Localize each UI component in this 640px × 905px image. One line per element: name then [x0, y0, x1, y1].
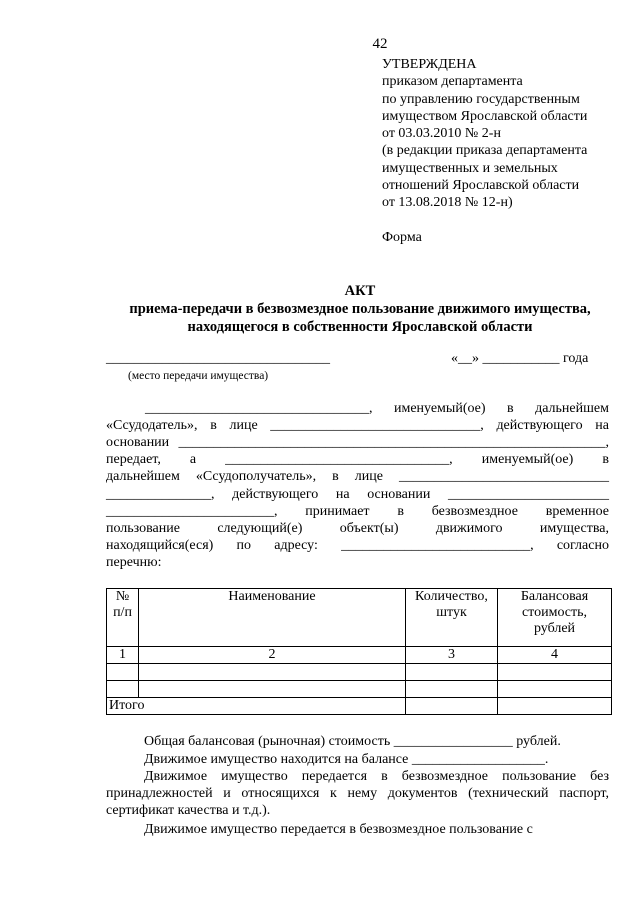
body-word: принимает — [305, 503, 370, 519]
approval-line: имущественных и земельных — [382, 160, 558, 176]
approval-block — [382, 56, 587, 212]
approval-line: УТВЕРЖДЕНА — [382, 57, 477, 72]
table-cell — [139, 664, 406, 681]
body-word: безвозмездное — [431, 503, 518, 519]
table-cell — [139, 681, 406, 698]
body-word: в — [332, 469, 339, 485]
body-word: временное — [545, 503, 609, 519]
header-cost: Балансовая стоимость, рублей — [498, 589, 612, 647]
body-line — [106, 468, 609, 485]
body-word: следующий(е) — [217, 520, 303, 536]
document-subtitle: приема-передачи в безвозмездное пользование движимого имущества, — [129, 301, 591, 317]
body-line — [106, 451, 609, 468]
approval-line: имуществом Ярославской области — [382, 108, 588, 124]
body-word: дальнейшем — [535, 401, 609, 416]
body-word: в — [507, 401, 514, 416]
page-number: 42 — [372, 36, 388, 52]
table-cell: 1 — [107, 647, 139, 664]
body-word: перечню: — [106, 554, 162, 570]
table-cell — [406, 698, 498, 715]
body-word: в — [210, 418, 217, 434]
body-word: «Ссудодатель», — [106, 418, 198, 434]
date-blank: «__» ___________ года — [451, 351, 589, 366]
body-word: дальнейшем — [106, 469, 180, 485]
total-label: Итого — [107, 698, 406, 715]
body-line — [106, 417, 609, 434]
body-word: ______________________________, — [270, 418, 484, 434]
header-name: Наименование — [139, 589, 406, 647]
body-word: действующего — [232, 486, 319, 502]
table-cell — [107, 664, 139, 681]
body-word: на — [595, 418, 609, 434]
body-word: находящийся(еся) — [106, 537, 214, 553]
body-word: пользование — [106, 520, 180, 536]
balance-line: Движимое имущество находится на балансе ___________________. — [144, 752, 549, 767]
body-word: движимого — [435, 520, 503, 536]
document-title: АКТ — [344, 283, 376, 299]
body-word: а — [189, 452, 197, 468]
body-word: основании — [106, 435, 170, 451]
table-cell: 4 — [498, 647, 612, 664]
body-word: ________________________________, — [225, 452, 453, 468]
body-word: _______________________ — [447, 486, 609, 502]
total-cost-line: Общая балансовая (рыночная) стоимость _________________ рублей. — [144, 734, 561, 749]
body-line — [145, 400, 609, 417]
transfer-paragraph-2: Движимое имущество передается в безвозмездное пользование с — [144, 822, 533, 837]
table-numbering-row — [107, 647, 612, 664]
body-word: ________________________, — [106, 503, 278, 519]
header-number: № п/п — [107, 589, 139, 647]
header-quantity: Количество, штук — [406, 589, 498, 647]
body-word: действующего — [496, 418, 583, 434]
approval-line: (в редакции приказа департамента — [382, 143, 588, 159]
body-word: объект(ы) — [339, 520, 399, 536]
table-cell — [107, 681, 139, 698]
body-word: передает, — [106, 452, 161, 468]
approval-line: по управлению государственным — [382, 91, 580, 107]
body-word: имущества, — [539, 520, 609, 536]
body-line — [106, 486, 609, 503]
table-cell — [498, 681, 612, 698]
form-label: Форма — [382, 230, 422, 245]
body-line — [106, 554, 609, 571]
body-word: _____________________________________________________________, — [178, 435, 609, 451]
body-word: ___________________________, — [341, 537, 534, 553]
body-word: лице — [229, 418, 258, 434]
body-line — [106, 503, 609, 520]
place-blank: ________________________________ — [106, 351, 330, 366]
body-word: ________________________________, — [145, 401, 373, 416]
body-word: «Ссудополучатель», — [195, 469, 317, 485]
body-line — [106, 434, 609, 451]
body-word: _______________, — [106, 486, 215, 502]
body-word: по — [236, 537, 252, 553]
table-cell — [498, 664, 612, 681]
table-cell — [406, 664, 498, 681]
body-word: именуемый(ое) — [481, 452, 574, 468]
transfer-paragraph-1: Движимое имущество передается в безвозмездное пользование без принадлежностей и относящихся к нему документов (технический паспорт, сертификат качества и т.д.). — [106, 769, 609, 818]
body-word: лице — [354, 469, 383, 485]
body-word: в — [397, 503, 404, 519]
document-subtitle-2: находящегося в собственности Ярославской области — [187, 319, 533, 335]
approval-line: приказом департамента — [382, 74, 523, 90]
approval-line: от 13.08.2018 № 12-н) — [382, 195, 513, 211]
body-word: согласно — [556, 537, 609, 553]
body-line — [106, 537, 609, 554]
table-cell: 3 — [406, 647, 498, 664]
body-word: адресу: — [274, 537, 318, 553]
table-row — [107, 681, 612, 698]
body-word: на — [335, 486, 350, 502]
body-line — [106, 520, 609, 537]
body-word: ______________________________ — [399, 469, 609, 485]
table-header-row — [107, 589, 612, 647]
table-cell — [406, 681, 498, 698]
table-cell: 2 — [139, 647, 406, 664]
approval-line: отношений Ярославской области — [382, 178, 580, 194]
place-caption: (место передачи имущества) — [128, 370, 269, 382]
table-cell — [498, 698, 612, 715]
table-row — [107, 664, 612, 681]
body-word: в — [602, 452, 609, 468]
property-table — [106, 588, 612, 715]
approval-line: от 03.03.2010 № 2-н — [382, 126, 501, 142]
body-word: именуемый(ое) — [393, 401, 486, 416]
table-total-row — [107, 698, 612, 715]
body-word: основании — [367, 486, 431, 502]
